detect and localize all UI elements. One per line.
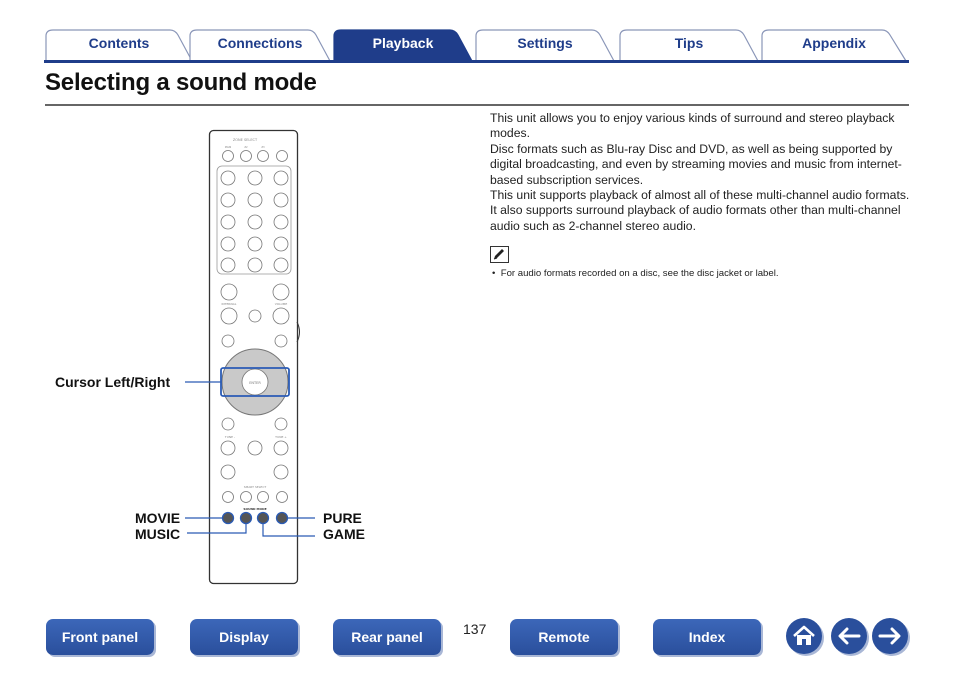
tab-label: Contents [88,35,150,51]
enter-text: ENTER [249,381,261,385]
pencil-note-icon [490,246,509,263]
paragraph: Disc formats such as Blu-ray Disc and DVD, as well as being supported by digital broadcasting, and even by streaming movies and music from internet-based subscription services. [490,141,902,187]
rear-panel-button[interactable]: Rear panel [333,619,441,655]
tab-appendix[interactable] [760,28,908,58]
cursor-label: Cursor Left/Right [55,374,171,390]
movie-label: MOVIE [135,510,181,526]
back-button[interactable] [831,618,867,654]
tab-settings[interactable] [474,28,616,58]
tab-label: Appendix [802,35,866,51]
tab-connections[interactable] [188,28,332,58]
home-icon [786,618,822,654]
tab-label: Connections [217,35,303,51]
channel-text: INTERNAL [221,302,237,306]
display-button[interactable]: Display [190,619,298,655]
home-button[interactable] [786,618,822,654]
smart-select-text: SMART SELECT [243,485,267,489]
forward-button[interactable] [872,618,908,654]
paragraph: This unit allows you to enjoy various kinds of surround and stereo playback modes. [490,111,895,141]
intro-text [490,111,910,234]
remote-control-illustration [185,128,315,586]
note-item: • For audio formats recorded on a disc, see the disc jacket or label. [492,268,779,279]
remote-button[interactable]: Remote [510,619,618,655]
tab-bar [44,26,910,62]
music-label: MUSIC [135,526,181,542]
index-button[interactable]: Index [653,619,761,655]
sound-mode-text: SOUND MODE [243,507,267,511]
pure-label: PURE [323,510,362,526]
tab-label: Settings [517,35,573,51]
volume-text: VOLUME [274,302,288,306]
page-number: 137 [463,621,487,637]
tab-tips[interactable] [618,28,760,58]
tab-label: Playback [372,35,434,51]
front-panel-button[interactable]: Front panel [46,619,154,655]
z3-text: Z3 [261,146,265,149]
forward-arrow-icon [872,618,908,654]
z2-text: Z2 [244,146,248,149]
paragraph: This unit supports playback of almost all of these multi-channel audio formats. It also supports surround playback of audio formats other than multi-channel audio such as 2-channel stereo audio. [490,188,910,233]
main-text: MAIN [224,146,232,149]
tab-playback[interactable] [332,28,474,58]
tune-plus-text: TUNE + [275,435,287,439]
title-divider [45,104,909,106]
zone-select-text: ZONE SELECT [232,138,258,142]
back-arrow-icon [831,618,867,654]
page-title: Selecting a sound mode [45,69,317,96]
tab-label: Tips [674,35,704,51]
note-text: For audio formats recorded on a disc, see the disc jacket or label. [500,268,779,279]
tune-minus-text: TUNE - [224,435,236,439]
tab-underline [44,60,909,63]
tab-contents[interactable] [44,28,194,58]
game-label: GAME [323,526,365,542]
